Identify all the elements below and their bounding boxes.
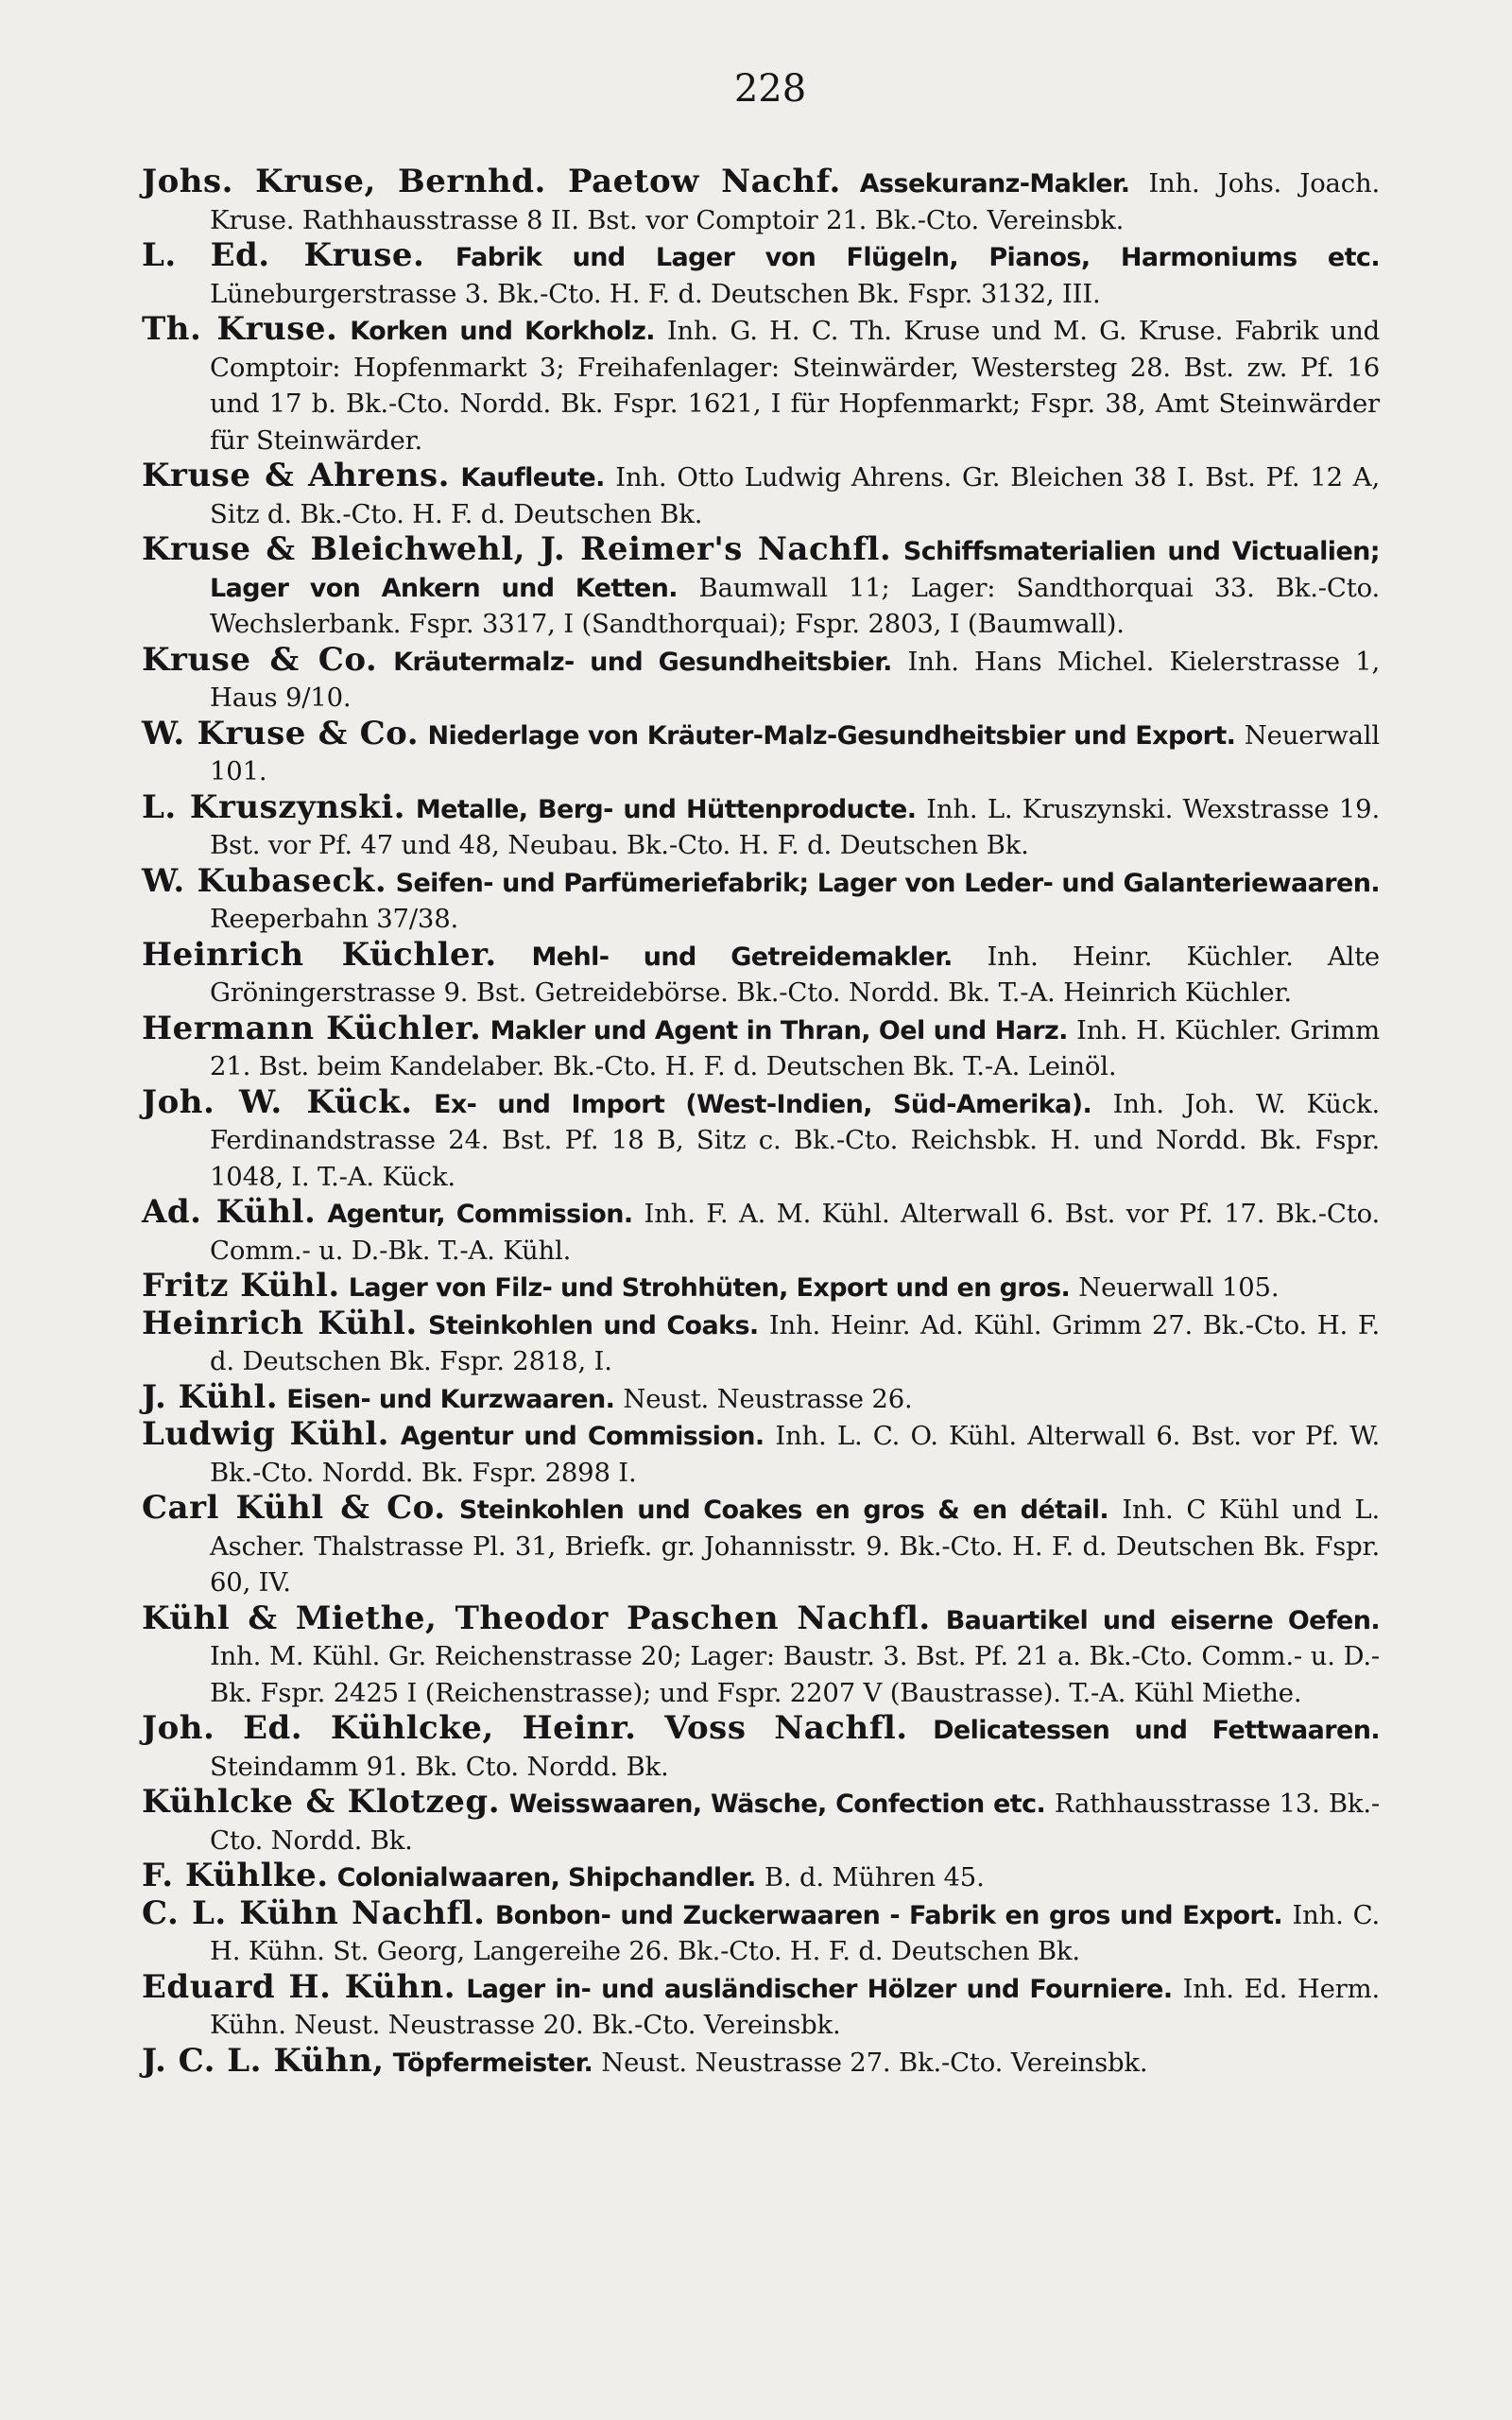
directory-entry [142,458,1380,532]
entry-name: Hermann Küchler. [142,1009,482,1047]
entry-details: Inh. Heinr. Küchler. Alte Gröningerstrasse 9. Bst. Getreidebörse. Bk.-Cto. Nordd. Bk. T.-A. Heinrich Küchler. [210,941,1381,1008]
entry-details: Inh. Hans Michel. Kielerstrasse 1, Haus 9/10. [210,646,1380,713]
directory-entry [142,1306,1380,1380]
entry-description: Bauartikel und eiserne Oefen. [945,1605,1381,1635]
directory-entry [142,861,1380,938]
directory-entry [142,714,1380,790]
entry-description: Eisen- und Kurzwaaren. [286,1384,615,1414]
entry-details: Inh. Otto Ludwig Ahrens. Gr. Bleichen 38 I. Bst. Pf. 12 A, Sitz d. Bk.-Cto. H. F. d. Deutschen Bk. [210,462,1381,529]
entry-details: B. d. Mühren 45. [764,1862,985,1893]
entry-description: Töpfermeister. [392,2048,593,2078]
entry-description: Steinkohlen und Coakes en gros & en détail. [458,1495,1109,1525]
entry-name: Kühlcke & Klotzeg. [142,1783,501,1821]
directory-entry [142,164,1380,238]
directory-entry [142,1785,1380,1858]
entry-name: Joh. W. Kück. [142,1082,413,1121]
directory-entry [142,787,1380,864]
directory-entry [142,532,1380,643]
entry-details: Inh. L. Kruszynski. Wexstrasse 19. Bst. vor Pf. 47 und 48, Neubau. Bk.-Cto. H. F. d. Deutschen Bk. [210,793,1380,860]
entry-name: J. Kühl. [142,1377,279,1416]
entry-description: Metalle, Berg- und Hüttenproducte. [415,794,917,824]
entry-name: J. C. L. Kühn, [142,2041,385,2080]
entry-details: Inh. M. Kühl. Gr. Reichenstrasse 20; Lager: Baustr. 3. Bst. Pf. 21 a. Bk.-Cto. Comm.- u. D.-Bk. Fspr. 2425 I (Reichenstrasse); und Fspr. 2207 V (Baustrasse). T.-A. Kühl Miethe. [210,1641,1380,1708]
entry-details: Baumwall 11; Lager: Sandthorquai 33. Bk.-Cto. Wechslerbank. Fspr. 3317, I (Sandthorquai); Fspr. 2803, I (Baumwall). [210,572,1380,639]
entry-name: Th. Kruse. [142,310,338,348]
entry-description: Agentur, Commission. [327,1200,633,1229]
entry-name: Kruse & Bleichwehl, J. Reimer's Nachfl. [142,530,892,568]
page-number: 228 [733,67,807,111]
directory-entry [142,1011,1380,1085]
entry-details: Rathhausstrasse 13. Bk.-Cto. Nordd. Bk. [210,1789,1380,1856]
entry-description: Lager in- und ausländischer Hölzer und Fourniere. [466,1974,1173,2004]
entry-details: Inh. G. H. C. Th. Kruse und M. G. Kruse. Fabrik und Comptoir: Hopfenmarkt 3; Freihafenlager: Steinwärder, Westersteg 28. Bst. zw. Pf. 16 und 17 b. Bk.-Cto. Nordd. Bk. Fspr. 1621, I für Hopfenmarkt; Fspr. 38, Amt Steinwärder für Steinwärder. [210,316,1381,456]
entry-description: Ex- und Import (West-Indien, Süd-Amerika). [434,1089,1092,1119]
entry-details: Neust. Neustrasse 26. [623,1383,913,1414]
directory-entry [142,1195,1380,1269]
entry-description: Seifen- und Parfümeriefabrik; Lager von Leder- und Galanteriewaaren. [395,868,1380,898]
entry-name: Kruse & Ahrens. [142,457,450,494]
directory-entry [142,238,1380,312]
entry-name: Heinrich Kühl. [142,1304,418,1342]
entry-name: Johs. Kruse, Bernhd. Paetow Nachf. [142,163,841,200]
entry-details: Inh. C. H. Kühn. St. Georg, Langereihe 26. Bk.-Cto. H. F. d. Deutschen Bk. [210,1899,1380,1966]
entry-details: Inh. Ed. Herm. Kühn. Neust. Neustrasse 20. Bk.-Cto. Vereinsbk. [210,1973,1381,2040]
directory-entry [142,1491,1380,1601]
directory-entry [142,1711,1380,1785]
entry-name: Ludwig Kühl. [142,1415,389,1453]
entry-description: Makler und Agent in Thran, Oel und Harz. [490,1015,1068,1046]
entry-details: Lüneburgerstrasse 3. Bk.-Cto. H. F. d. Deutschen Bk. Fspr. 3132, III. [210,278,1101,309]
entry-description: Mehl- und Getreidemakler. [531,942,953,972]
entry-list [142,164,1380,2081]
entry-details: Inh. C Kühl und L. Ascher. Thalstrasse Pl. 31, Briefk. gr. Johannisstr. 9. Bk.-Cto. H. F. d. Deutschen Bk. Fspr. 60, IV. [210,1495,1381,1598]
entry-name: L. Ed. Kruse. [142,236,425,274]
entry-details: Inh. Johs. Joach. Kruse. Rathhausstrasse 8 II. Bst. vor Comptoir 21. Bk.-Cto. Vereinsbk. [210,168,1380,235]
entry-name: L. Kruszynski. [142,787,405,826]
directory-entry [142,1269,1380,1306]
entry-name: W. Kubaseck. [142,861,387,900]
entry-description: Agentur und Commission. [400,1422,765,1451]
entry-name: W. Kruse & Co. [142,714,420,752]
entry-description: Delicatessen und Fettwaaren. [933,1716,1380,1745]
entry-description: Lager von Filz- und Strohhüten, Export und en gros. [348,1273,1071,1303]
entry-description: Kräutermalz- und Gesundheitsbier. [393,647,892,677]
entry-description: Bonbon- und Zuckerwaaren - Fabrik en gros und Export. [494,1900,1283,1930]
entry-description: Colonialwaaren, Shipchandler. [336,1863,756,1893]
entry-name: F. Kühlke. [142,1857,329,1894]
directory-page [142,66,1380,2373]
entry-name: Heinrich Küchler. [142,935,497,974]
entry-description: Steinkohlen und Coaks. [427,1310,759,1340]
directory-entry [142,1377,1380,1418]
entry-details: Inh. Joh. W. Kück. Ferdinandstrasse 24. Bst. Pf. 18 B, Sitz c. Bk.-Cto. Reichsbk. H. und Nordd. Bk. Fspr. 1048, I. T.-A. Kück. [210,1088,1381,1192]
entry-details: Neust. Neustrasse 27. Bk.-Cto. Vereinsbk. [601,2047,1148,2078]
entry-details: Inh. L. C. O. Kühl. Alterwall 6. Bst. vor Pf. W. Bk.-Cto. Nordd. Bk. Fspr. 2898 I. [210,1421,1380,1488]
entry-description: Fabrik und Lager von Flügeln, Pianos, Harmoniums etc. [455,243,1380,272]
entry-description: Kaufleute. [460,463,605,493]
entry-name: Joh. Ed. Kühlcke, Heinr. Voss Nachfl. [142,1709,908,1747]
entry-description: Weisswaaren, Wäsche, Confection etc. [508,1789,1046,1819]
entry-name: Kruse & Co. [142,640,378,679]
entry-details: Inh. F. A. M. Kühl. Alterwall 6. Bst. vor Pf. 17. Bk.-Cto. Comm.- u. D.-Bk. T.-A. Kühl. [210,1199,1380,1266]
entry-details: Neuerwall 105. [1078,1272,1280,1303]
directory-entry [142,1967,1381,2044]
directory-entry [142,1417,1380,1491]
entry-name: Kühl & Miethe, Theodor Paschen Nachfl. [142,1599,931,1637]
entry-name: Fritz Kühl. [142,1267,340,1305]
entry-details: Reeperbahn 37/38. [210,904,459,934]
directory-entry [142,935,1381,1011]
entry-details: Inh. H. Küchler. Grimm 21. Bst. beim Kandelaber. Bk.-Cto. H. F. d. Deutschen Bk. T.-A. Leinöl. [210,1014,1381,1081]
entry-description: Korken und Korkholz. [350,317,655,346]
entry-details: Steindamm 91. Bk. Cto. Nordd. Bk. [210,1751,669,1782]
directory-entry [142,1858,1380,1896]
entry-description: Assekuranz-Makler. [859,169,1130,199]
entry-name: Carl Kühl & Co. [142,1489,446,1527]
entry-name: C. L. Kühn Nachfl. [142,1893,486,1932]
directory-entry [142,1082,1381,1196]
entry-details: Inh. Heinr. Ad. Kühl. Grimm 27. Bk.-Cto. H. F. d. Deutschen Bk. Fspr. 2818, I. [210,1309,1380,1376]
directory-entry [142,640,1380,717]
entry-name: Ad. Kühl. [142,1193,317,1231]
entry-description: Schiffsmaterialien und Victualien; Lager von Ankern und Ketten. [210,537,1380,603]
directory-entry [142,312,1380,458]
directory-entry [142,1893,1380,1970]
entry-description: Niederlage von Kräuter-Malz-Gesundheitsbier und Export. [427,720,1236,751]
entry-name: Eduard H. Kühn. [142,1967,456,2006]
entry-details: Neuerwall 101. [210,719,1380,786]
directory-entry [142,2041,1380,2082]
directory-entry [142,1601,1380,1712]
